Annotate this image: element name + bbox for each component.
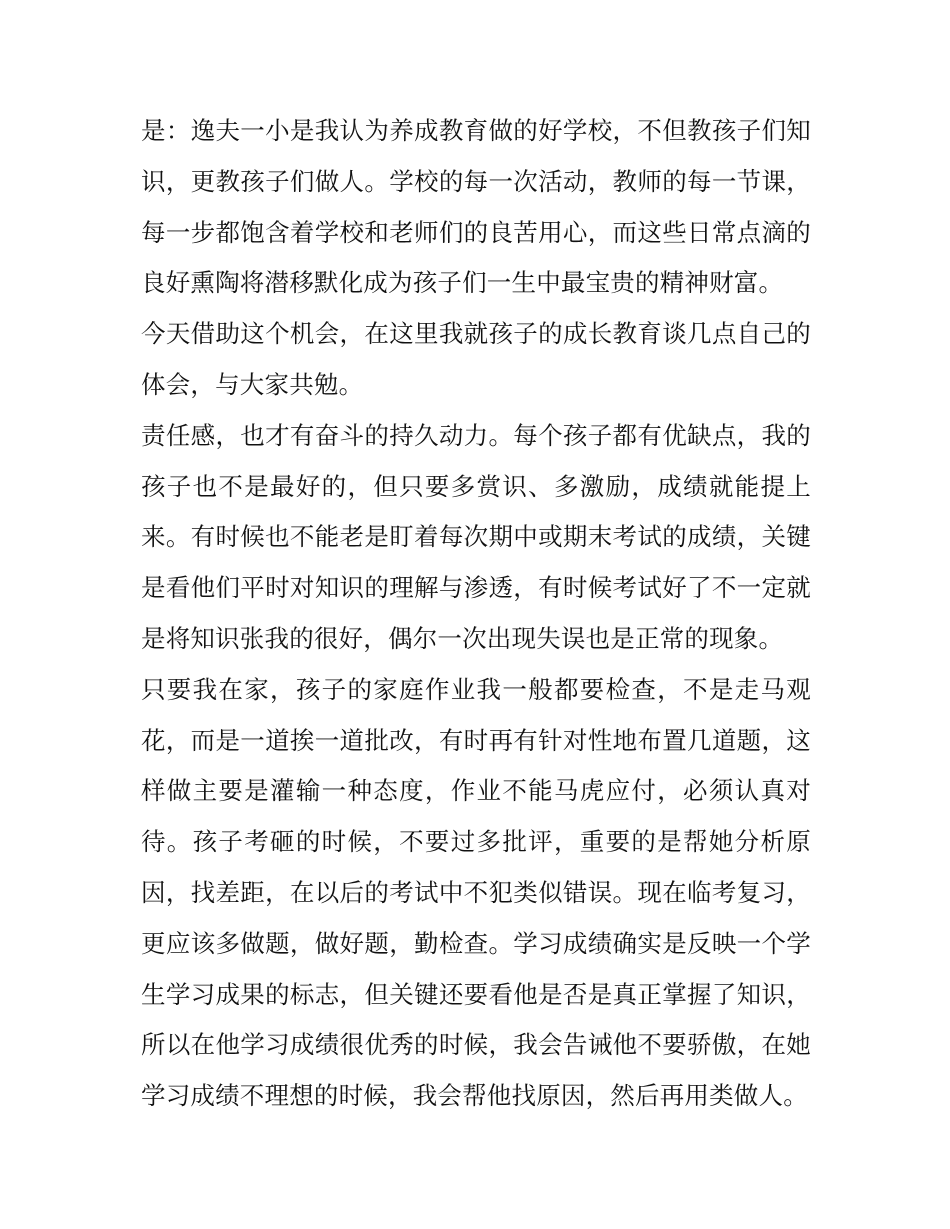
paragraph-school-praise: 是：逸夫一小是我认为养成教育做的好学校，不但教孩子们知识，更教孩子们做人。学校的每一次活动，教师的每一节课，每一步都饱含着学校和老师们的良苦用心，而这些日常点滴的良好熏陶将潜移默化成为孩子们一生中最宝贵的精神财富。 <box>141 116 811 298</box>
paragraph-encouragement: 责任感，也才有奋斗的持久动力。每个孩子都有优缺点，我的孩子也不是最好的，但只要多赏识、多激励，成绩就能提上来。有时候也不能老是盯着每次期中或期末考试的成绩，关键是看他们平时对知识的理解与渗透，有时候考试好了不一定就是将知识张我的很好，偶尔一次出现失误也是正常的现象。 <box>141 420 811 653</box>
paragraph-introduction: 今天借助这个机会，在这里我就孩子的成长教育谈几点自己的体会，与大家共勉。 <box>141 319 811 399</box>
document-body <box>141 106 811 1122</box>
paragraph-homework-checking: 只要我在家，孩子的家庭作业我一般都要检查，不是走马观花，而是一道挨一道批改，有时再有针对性地布置几道题，这样做主要是灌输一种态度，作业不能马虎应付，必须认真对待。孩子考砸的时候，不要过多批评，重要的是帮她分析原因，找差距，在以后的考试中不犯类似错误。现在临考复习，更应该多做题，做好题，勤检查。学习成绩确实是反映一个学生学习成果的标志，但关键还要看他是否是真正掌握了知识，所以在他学习成绩很优秀的时候，我会告诫他不要骄傲，在她学习成绩不理想的时候，我会帮他找原因，然后再用类做人。 <box>141 674 811 1111</box>
